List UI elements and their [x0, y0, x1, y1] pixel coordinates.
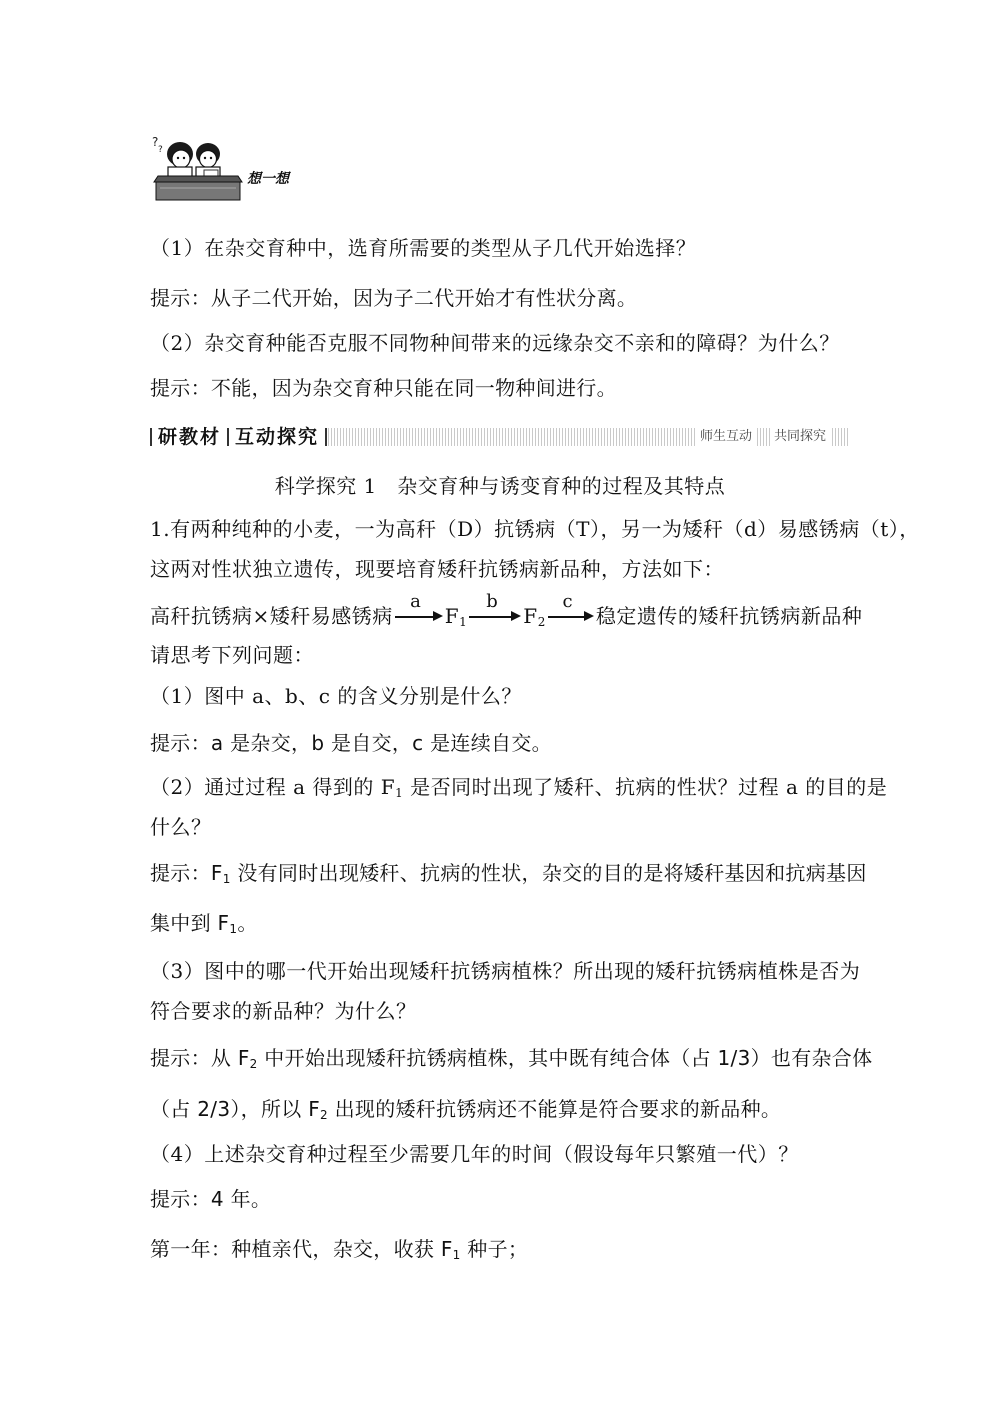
flow-f2: $F_2$ — [523, 604, 546, 629]
inquiry-prompt: 请思考下列问题： — [150, 643, 314, 667]
svg-text:?: ? — [152, 135, 159, 149]
think-logo — [150, 132, 290, 202]
kids-studying-icon — [150, 132, 245, 202]
think-question-2: （2）杂交育种能否克服不同物种间带来的远缘杂交不亲和的障碍？为什么？ — [150, 331, 840, 355]
inquiry-question-2-line-2: 什么？ — [150, 815, 212, 839]
arrow-c-label: c — [562, 591, 574, 612]
flow-start: 高秆抗锈病×矮秆易感锈病 — [150, 604, 393, 628]
think-hint-2: 提示：不能，因为杂交育种只能在同一物种间进行。 — [150, 376, 617, 400]
inquiry-hint-2-line-1: 提示：$F_1$ 没有同时出现矮秆、抗病的性状，杂交的目的是将矮秆基因和抗病基因 — [150, 861, 867, 886]
inquiry-hint-1: 提示：a 是杂交，b 是自交，c 是连续自交。 — [150, 731, 552, 755]
inquiry-title: 科学探究 1 杂交育种与诱变育种的过程及其特点 — [274, 474, 726, 498]
inquiry-question-2-line-1: （2）通过过程 a 得到的 $F_1$ 是否同时出现了矮秆、抗病的性状？过程 a 的目的是 — [150, 775, 888, 800]
arrow-c — [548, 591, 594, 625]
inquiry-question-4: （4）上述杂交育种过程至少需要几年的时间（假设每年只繁殖一代）？ — [150, 1142, 799, 1166]
flow-f1: $F_1$ — [444, 604, 468, 629]
think-hint-1: 提示：从子二代开始，因为子二代开始才有性状分离。 — [150, 286, 638, 310]
inquiry-question-1: （1）图中 a、b、c 的含义分别是什么？ — [150, 684, 522, 708]
inquiry-question-3-line-1: （3）图中的哪一代开始出现矮秆抗锈病植株？所出现的矮秆抗锈病植株是否为 — [150, 959, 861, 983]
breeding-flow — [150, 591, 863, 629]
inquiry-intro-line-2: 这两对性状独立遗传，现要培育矮秆抗锈病新品种，方法如下： — [150, 557, 724, 581]
section-title — [150, 424, 333, 450]
section-tag-b: 共同探究 — [770, 424, 830, 450]
arrow-a — [395, 591, 443, 625]
arrow-b — [469, 591, 521, 625]
arrow-b-label: b — [486, 591, 499, 612]
flow-end: 稳定遗传的矮秆抗锈病新品种 — [595, 604, 863, 628]
inquiry-hint-2-line-2: 集中到 $F_1$。 — [150, 911, 258, 936]
arrow-a-label: a — [410, 591, 422, 612]
inquiry-question-3-line-2: 符合要求的新品种？为什么？ — [150, 999, 417, 1023]
inquiry-hint-4: 提示：4 年。 — [150, 1187, 272, 1211]
think-logo-text: 想一想 — [247, 171, 289, 187]
section-title-b: 互动探究 — [235, 426, 320, 448]
section-title-a: 研教材 — [158, 426, 222, 448]
section-tag-a: 师生互动 — [696, 424, 756, 450]
think-question-1: （1）在杂交育种中，选育所需要的类型从子几代开始选择？ — [150, 236, 697, 260]
inquiry-intro-line-1: 1.有两种纯种的小麦，一为高秆（D）抗锈病（T），另一为矮秆（d）易感锈病（t）， — [150, 517, 920, 541]
inquiry-hint-3-line-2: （占 2/3），所以 $F_2$ 出现的矮秆抗锈病还不能算是符合要求的新品种。 — [150, 1097, 782, 1122]
section-bar — [150, 424, 850, 450]
svg-text:?: ? — [158, 145, 163, 155]
inquiry-hint-3-line-1: 提示：从 $F_2$ 中开始出现矮秆抗锈病植株，其中既有纯合体（占 1/3）也有杂合体 — [150, 1046, 873, 1071]
inquiry-year-1: 第一年：种植亲代，杂交，收获 $F_1$ 种子； — [150, 1237, 529, 1262]
